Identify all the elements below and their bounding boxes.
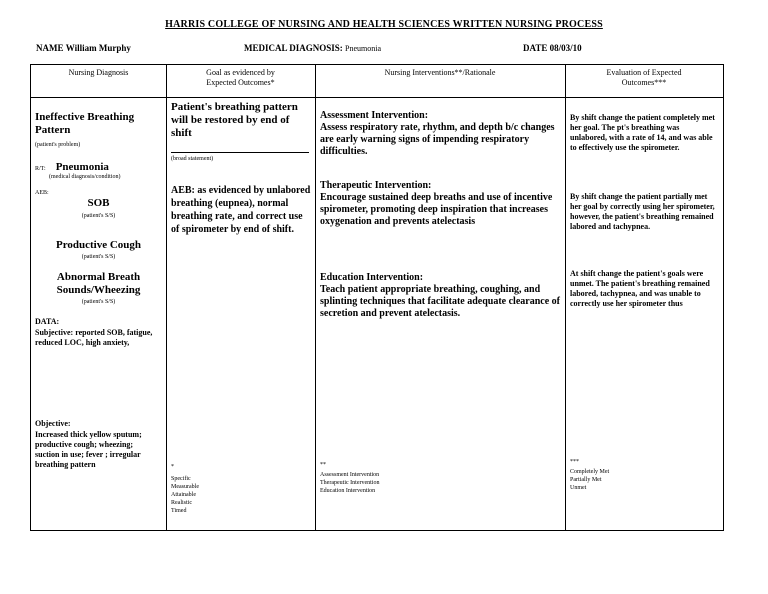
rt-value: Pneumonia bbox=[55, 161, 109, 173]
evaluation-footnote-mark: *** bbox=[570, 459, 579, 465]
goal-footnote-mark: * bbox=[171, 464, 174, 470]
column-divider bbox=[315, 65, 316, 530]
smart-legend: Specific Measurable Attainable Realistic Timed bbox=[171, 476, 199, 514]
problem-note: (patient's problem) bbox=[35, 142, 81, 148]
broad-note: (broad statement) bbox=[171, 156, 214, 162]
name-label: NAME bbox=[36, 43, 64, 53]
therapeutic-text: Encourage sustained deep breaths and use of incentive spirometer, promoting deep inspiration that increases oxygenation and prevents atelectasis bbox=[320, 192, 553, 227]
col-header-diagnosis: Nursing Diagnosis bbox=[68, 68, 129, 77]
date-label: DATE bbox=[523, 43, 548, 53]
intervention-legend: Assessment Intervention Therapeutic Intervention Education Intervention bbox=[320, 472, 380, 494]
column-divider bbox=[565, 65, 566, 530]
aeb-label: AEB: bbox=[35, 190, 49, 196]
subjective-data: Subjective: reported SOB, fatigue, reduced LOC, high anxiety, bbox=[35, 328, 153, 347]
assessment-intervention bbox=[320, 110, 560, 158]
symptom-note: (patient's S/S) bbox=[81, 254, 116, 260]
goal-aeb: AEB: as evidenced by unlabored breathing (eupnea), normal breathing rate, and correct use of spirometer by end of shift. bbox=[171, 185, 311, 235]
symptom-note: (patient's S/S) bbox=[81, 299, 116, 305]
education-title: Education Intervention: bbox=[320, 272, 424, 283]
nursing-problem: Ineffective Breathing Pattern bbox=[35, 111, 135, 136]
name-value: William Murphy bbox=[65, 43, 131, 53]
broad-goal: Patient's breathing pattern will be restored by end of shift bbox=[171, 101, 298, 139]
evaluation-legend: Completely Met Partially Met Unmet bbox=[570, 469, 610, 491]
therapeutic-title: Therapeutic Intervention: bbox=[320, 180, 432, 191]
col-header-interventions: Nursing Interventions**/Rationale bbox=[384, 68, 496, 77]
date-value: 08/03/10 bbox=[549, 43, 582, 53]
col-header-evaluation: Evaluation of Expected Outcomes*** bbox=[606, 68, 682, 87]
date bbox=[523, 43, 582, 53]
document-title: HARRIS COLLEGE OF NURSING AND HEALTH SCIENCES WRITTEN NURSING PROCESS bbox=[165, 19, 603, 30]
data-label: DATA: bbox=[35, 317, 60, 326]
medical-diagnosis bbox=[244, 43, 381, 53]
objective-data: Increased thick yellow sputum; productive cough; wheezing; suction in use; fever ; irregular breathing pattern bbox=[35, 430, 142, 469]
evaluation-partially-met: By shift change the patient partially met her goal by correctly using her spirometer, however, the patient's breathing remained labored and tachypnea. bbox=[570, 192, 715, 231]
care-plan-table bbox=[30, 64, 724, 531]
col-header-goal: Goal as evidenced by Expected Outcomes* bbox=[206, 68, 275, 87]
education-text: Teach patient appropriate breathing, coughing, and splinting techniques that facilitate adequate clearance of secretion and prevent atelectasis. bbox=[320, 284, 560, 319]
column-divider bbox=[166, 65, 167, 530]
rt-note: (medical diagnosis/condition) bbox=[49, 174, 121, 180]
education-intervention bbox=[320, 272, 560, 320]
evaluation-unmet: At shift change the patient's goals were unmet. The patient's breathing remained labored, tachypnea, and was unable to correctly use her spirometer thus bbox=[570, 269, 710, 308]
diag-value: Pneumonia bbox=[345, 44, 382, 53]
symptom-breath-sounds: Abnormal Breath Sounds/Wheezing bbox=[56, 271, 141, 296]
assessment-text: Assess respiratory rate, rhythm, and depth b/c changes are early warning signs of impending respiratory difficulties. bbox=[320, 122, 555, 157]
rt-label: R/T: bbox=[35, 166, 46, 172]
intervention-footnote-mark: ** bbox=[320, 462, 326, 468]
goal-underline bbox=[171, 152, 309, 153]
therapeutic-intervention bbox=[320, 180, 560, 228]
header-divider bbox=[31, 97, 723, 98]
symptom-sob: SOB bbox=[87, 197, 110, 209]
assessment-title: Assessment Intervention: bbox=[320, 110, 429, 121]
evaluation-completely-met: By shift change the patient completely met her goal. The pt's breathing was unlabored, with a rate of 14, and was able to effectively use the spirometer. bbox=[570, 113, 715, 152]
symptom-note: (patient's S/S) bbox=[81, 213, 116, 219]
patient-name bbox=[36, 43, 131, 53]
symptom-cough: Productive Cough bbox=[55, 239, 142, 251]
diag-label: MEDICAL DIAGNOSIS: bbox=[244, 43, 343, 53]
objective-label: Objective: bbox=[35, 419, 71, 428]
